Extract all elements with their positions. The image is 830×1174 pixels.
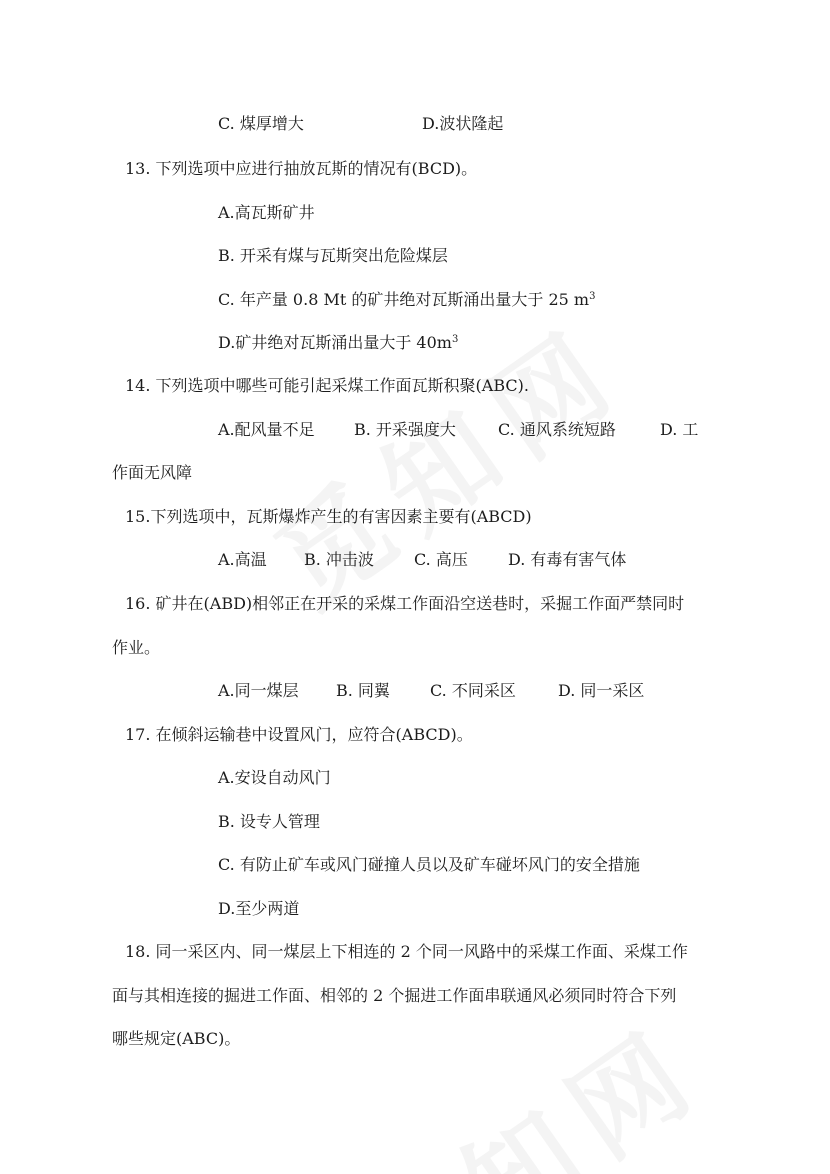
option-a: A.同一煤层	[218, 681, 299, 700]
watermark-text-lower	[320, 982, 730, 1174]
option-b: B. 同翼	[336, 681, 390, 700]
question-17-option-a: A.安设自动风门	[218, 768, 331, 787]
question-13-option-b: B. 开采有煤与瓦斯突出危险煤层	[218, 246, 448, 265]
option-d-text: D.矿井绝对瓦斯涌出量大于 40m	[218, 333, 452, 352]
option-a: A.高温	[218, 550, 267, 569]
superscript: 3	[589, 291, 596, 302]
option-b: B. 开采强度大	[354, 420, 456, 439]
option-a: A.配风量不足	[218, 420, 315, 439]
question-18-continuation-2: 哪些规定(ABC)。	[112, 1029, 241, 1048]
option-c: C. 高压	[414, 550, 468, 569]
question-13-option-a: A.高瓦斯矿井	[218, 203, 315, 222]
question-17-option-b: B. 设专人管理	[218, 812, 320, 831]
question-13-option-c	[218, 289, 595, 311]
option-d: D. 同一采区	[558, 681, 645, 700]
superscript: 3	[451, 334, 459, 345]
question-17-option-d: D.至少两道	[218, 899, 300, 918]
option-c-text: C. 年产量 0.8 Mt 的矿井绝对瓦斯涌出量大于 25 m	[218, 290, 590, 309]
question-13-option-d	[218, 332, 458, 354]
option-c: C. 煤厚增大	[218, 114, 304, 133]
question-18: 18. 同一采区内、同一煤层上下相连的 2 个同一风路中的采煤工作面、采煤工作	[125, 942, 688, 961]
option-d: D. 工	[660, 420, 699, 439]
question-14-continuation: 作面无风障	[112, 463, 193, 482]
question-15: 15.下列选项中，瓦斯爆炸产生的有害因素主要有(ABCD)	[125, 507, 532, 526]
question-18-continuation-1: 面与其相连接的掘进工作面、相邻的 2 个掘进工作面串联通风必须同时符合下列	[112, 986, 677, 1005]
question-17-option-c: C. 有防止矿车或风门碰撞人员以及矿车碰坏风门的安全措施	[218, 855, 640, 874]
option-d: D. 有毒有害气体	[508, 550, 627, 569]
option-b: B. 冲击波	[304, 550, 374, 569]
question-16: 16. 矿井在(ABD)相邻正在开采的采煤工作面沿空送巷时，采掘工作面严禁同时	[125, 594, 685, 613]
option-c: C. 通风系统短路	[498, 420, 616, 439]
question-16-continuation: 作业。	[112, 638, 161, 657]
question-17: 17. 在倾斜运输巷中设置风门，应符合(ABCD)。	[125, 725, 473, 744]
option-d: D.波状隆起	[422, 114, 504, 133]
question-13: 13. 下列选项中应进行抽放瓦斯的情况有(BCD)。	[125, 159, 478, 178]
option-c: C. 不同采区	[430, 681, 516, 700]
question-14: 14. 下列选项中哪些可能引起采煤工作面瓦斯积聚(ABC).	[125, 376, 529, 395]
